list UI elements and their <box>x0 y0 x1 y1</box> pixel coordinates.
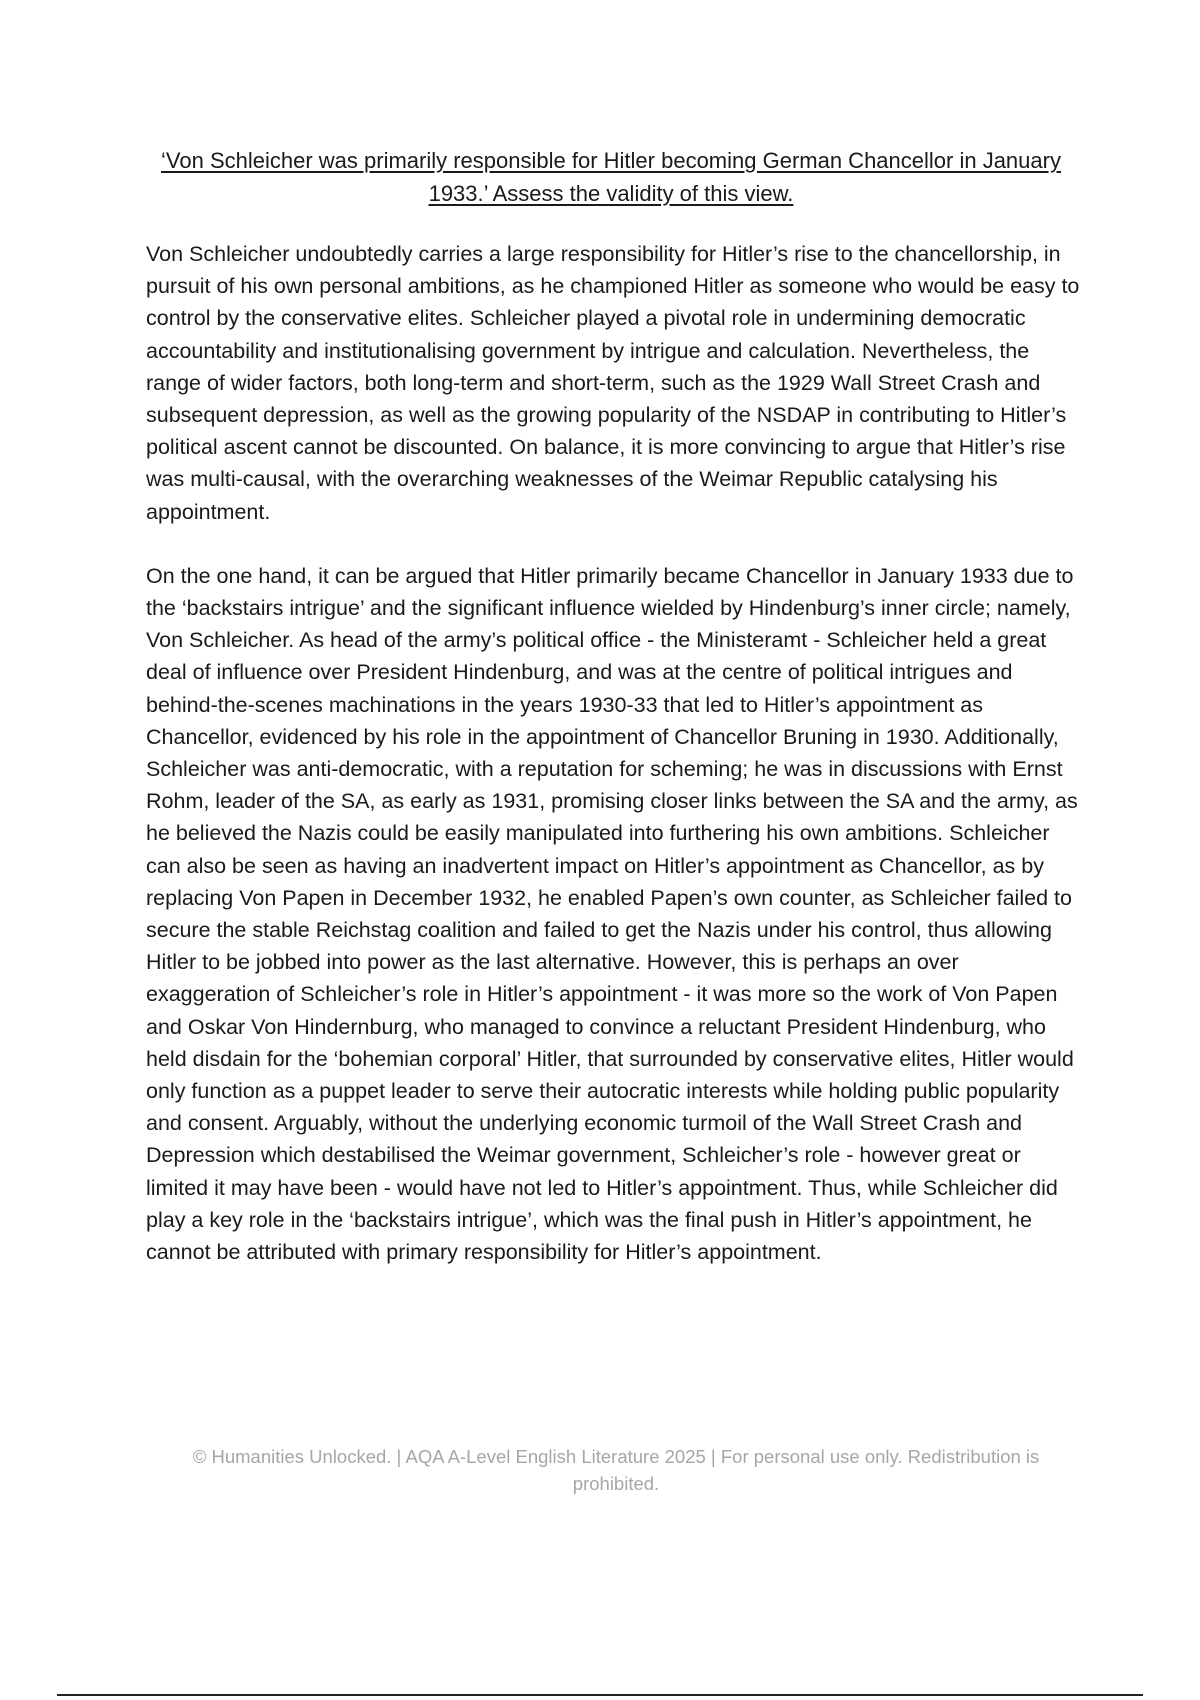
essay-body <box>146 238 1086 1268</box>
bottom-divider <box>57 1694 1143 1696</box>
copyright-footer: © Humanities Unlocked. | AQA A-Level English Literature 2025 | For personal use only. Redistribution is prohibited. <box>192 1446 1040 1494</box>
essay-question-title: ‘Von Schleicher was primarily responsible for Hitler becoming German Chancellor in January 1933.’ Assess the validity of this view. <box>161 148 1061 206</box>
body-paragraph: On the one hand, it can be argued that Hitler primarily became Chancellor in January 1933 due to the ‘backstairs intrigue’ and the significant influence wielded by Hindenburg’s inner circle; namely, Von Schleicher. As head of the army’s political office - the Ministeramt - Schleicher held a great deal of influence over President Hindenburg, and was at the centre of political intrigues and behind-the-scenes machinations in the years 1930-33 that led to Hitler’s appointment as Chancellor, evidenced by his role in the appointment of Chancellor Bruning in 1930. Additionally, Schleicher was anti-democratic, with a reputation for scheming; he was in discussions with Ernst Rohm, leader of the SA, as early as 1931, promising closer links between the SA and the army, as he believed the Nazis could be easily manipulated into furthering his own ambitions. Schleicher can also be seen as having an inadvertent impact on Hitler’s appointment as Chancellor, as by replacing Von Papen in December 1932, he enabled Papen’s own counter, as Schleicher failed to secure the stable Reichstag coalition and failed to get the Nazis under his control, thus allowing Hitler to be jobbed into power as the last alternative. However, this is perhaps an over exaggeration of Schleicher’s role in Hitler’s appointment - it was more so the work of Von Papen and Oskar Von Hindernburg, who managed to convince a reluctant President Hindenburg, who held disdain for the ‘bohemian corporal’ Hitler, that surrounded by conservative elites, Hitler would only function as a puppet leader to serve their autocratic interests while holding public popularity and consent. Arguably, without the underlying economic turmoil of the Wall Street Crash and Depression which destabilised the Weimar government, Schleicher’s role - however great or limited it may have been - would have not led to Hitler’s appointment. Thus, while Schleicher did play a key role in the ‘backstairs intrigue’, which was the final push in Hitler’s appointment, he cannot be attributed with primary responsibility for Hitler’s appointment. <box>146 563 1078 1265</box>
introduction-paragraph: Von Schleicher undoubtedly carries a large responsibility for Hitler’s rise to the chancellorship, in pursuit of his own personal ambitions, as he championed Hitler as someone who would be easy to control by the conservative elites. Schleicher played a pivotal role in undermining democratic accountability and institutionalising government by intrigue and calculation. Nevertheless, the range of wider factors, both long-term and short-term, such as the 1929 Wall Street Crash and subsequent depression, as well as the growing popularity of the NSDAP in contributing to Hitler’s political ascent cannot be discounted. On balance, it is more convincing to argue that Hitler’s rise was multi-causal, with the overarching weaknesses of the Weimar Republic catalysing his appointment. <box>146 242 1080 524</box>
